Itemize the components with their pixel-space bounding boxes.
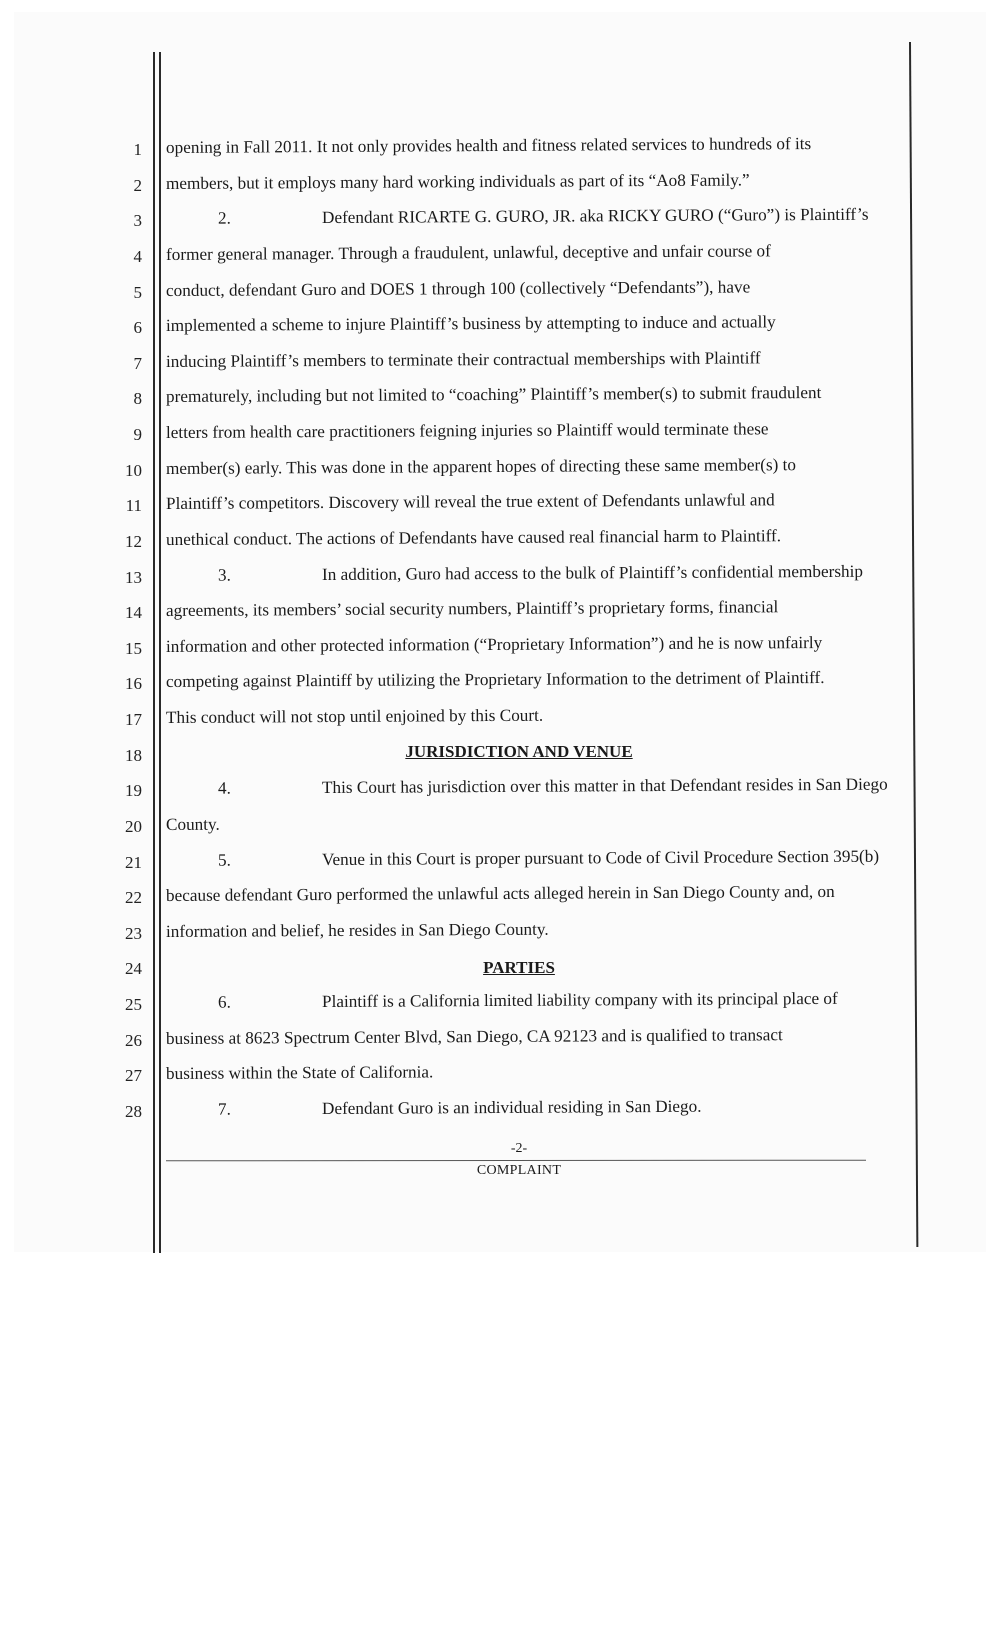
pleading-line <box>166 348 761 372</box>
heading-jurisdiction-and-venue: JURISDICTION AND VENUE <box>405 742 633 761</box>
line-number: 13 <box>125 567 142 587</box>
line-number: 7 <box>133 353 142 373</box>
left-margin-rule-outer <box>153 52 155 1253</box>
line-text: opening in Fall 2011. It not only provides health and fitness related services to hundreds of its <box>165 134 812 157</box>
line-number: 3 <box>133 211 142 231</box>
line-number: 2 <box>133 175 142 195</box>
pleading-line <box>166 419 769 443</box>
line-text: business at 8623 Spectrum Center Blvd, San Diego, CA 92123 and is qualified to transact <box>165 1024 783 1048</box>
line-text: Plaintiff’s competitors. Discovery will reveal the true extent of Defendants unlawful and <box>165 490 775 514</box>
pleading-line <box>166 170 750 194</box>
paragraph-number: 2. <box>217 208 231 228</box>
line-text: unethical conduct. The actions of Defendants have caused real financial harm to Plaintiff. <box>165 526 782 549</box>
pleading-line <box>166 1025 783 1049</box>
pleading-line <box>166 633 822 657</box>
line-number: 12 <box>125 531 142 551</box>
line-number: 16 <box>125 674 142 694</box>
line-text: because defendant Guro performed the unlawful acts alleged herein in San Diego County and, on <box>165 882 835 906</box>
footer-title: COMPLAINT <box>476 1163 562 1178</box>
pleading-line <box>166 277 750 301</box>
paragraph-number: 4. <box>217 778 231 799</box>
line-text: inducing Plaintiff’s members to terminate their contractual memberships with Plaintiff <box>165 348 761 371</box>
line-number: 21 <box>125 852 142 872</box>
line-text: information and belief, he resides in San Diego County. <box>165 919 549 941</box>
pleading-line <box>166 455 796 479</box>
line-text: member(s) early. This was done in the apparent hopes of directing these same member(s) to <box>165 454 797 478</box>
line-number: 10 <box>125 460 142 480</box>
line-number: 6 <box>133 318 142 338</box>
pleading-line <box>166 312 776 336</box>
pleading-line <box>166 846 879 870</box>
line-number: 24 <box>125 959 142 979</box>
line-text: prematurely, including but not limited to “coaching” Plaintiff’s member(s) to submit fraudulent <box>165 383 822 407</box>
pleading-line <box>166 526 781 550</box>
line-text: members, but it employs many hard working individuals as part of its “Ao8 Family.” <box>165 170 750 193</box>
paragraph-number: 7. <box>217 1099 231 1119</box>
paragraph-number: 6. <box>217 992 231 1012</box>
line-text: letters from health care practitioners feigning injuries so Plaintiff would terminate these <box>165 419 769 443</box>
line-number: 23 <box>125 923 142 943</box>
pleading-line <box>166 241 771 265</box>
line-number: 22 <box>125 888 142 908</box>
line-text: agreements, its members’ social security numbers, Plaintiff’s proprietary forms, financial <box>165 597 779 621</box>
pleading-line <box>166 561 863 585</box>
page-number: -2- <box>510 1141 528 1156</box>
line-number: 5 <box>133 282 142 302</box>
line-text: former general manager. Through a fraudulent, unlawful, deceptive and unfair course of <box>165 241 771 264</box>
line-number: 18 <box>125 745 142 765</box>
pleading-line <box>166 491 775 515</box>
left-margin-rule-inner <box>159 52 161 1253</box>
line-number: 9 <box>133 425 142 445</box>
line-text: This Court has jurisdiction over this matter in that Defendant resides in San Diego <box>321 774 888 798</box>
line-text: Defendant Guro is an individual residing in San Diego. <box>321 1096 702 1119</box>
pleading-line <box>166 134 811 158</box>
line-text: In addition, Guro had access to the bulk of Plaintiff’s confidential membership <box>321 561 864 584</box>
pleading-line <box>166 920 549 942</box>
line-text: conduct, defendant Guro and DOES 1 through 100 (collectively “Defendants”), have <box>165 276 751 300</box>
pleading-line <box>166 1097 702 1120</box>
line-number: 19 <box>125 781 142 801</box>
line-text: Venue in this Court is proper pursuant to Code of Civil Procedure Section 395(b) <box>321 846 880 869</box>
line-number: 11 <box>125 496 142 516</box>
line-number: 4 <box>133 246 142 266</box>
line-number: 27 <box>125 1066 142 1086</box>
paragraph-number: 3. <box>217 565 231 585</box>
line-number: 28 <box>125 1102 142 1121</box>
line-number: 8 <box>133 389 142 409</box>
line-text: Plaintiff is a California limited liability company with its principal place of <box>321 989 838 1012</box>
paragraph-number: 5. <box>217 850 231 870</box>
line-number: 20 <box>125 816 142 836</box>
line-number: 26 <box>125 1030 142 1050</box>
pleading-line <box>166 989 838 1013</box>
line-text: County. <box>165 814 220 834</box>
pleading-line <box>166 815 220 835</box>
line-text: Defendant RICARTE G. GURO, JR. aka RICKY GURO (“Guro”) is Plaintiff’s <box>321 204 869 228</box>
line-text: This conduct will not stop until enjoined by this Court. <box>165 705 544 728</box>
line-number: 17 <box>125 710 142 730</box>
line-number: 14 <box>125 603 142 623</box>
heading-parties: PARTIES <box>483 958 555 977</box>
line-text: implemented a scheme to injure Plaintiff’s business by attempting to induce and actually <box>165 312 776 336</box>
pleading-line <box>166 706 543 728</box>
line-text: business within the State of California. <box>165 1062 434 1084</box>
line-number: 1 <box>133 140 142 159</box>
line-number: 25 <box>125 995 142 1015</box>
pleading-line <box>166 597 778 621</box>
line-text: competing against Plaintiff by utilizing the Proprietary Information to the detriment of Plaintiff. <box>165 668 825 692</box>
line-text: information and other protected information (“Proprietary Information”) and he is now unfairly <box>165 632 823 656</box>
pleading-line <box>166 1063 433 1085</box>
line-number: 15 <box>125 638 142 658</box>
